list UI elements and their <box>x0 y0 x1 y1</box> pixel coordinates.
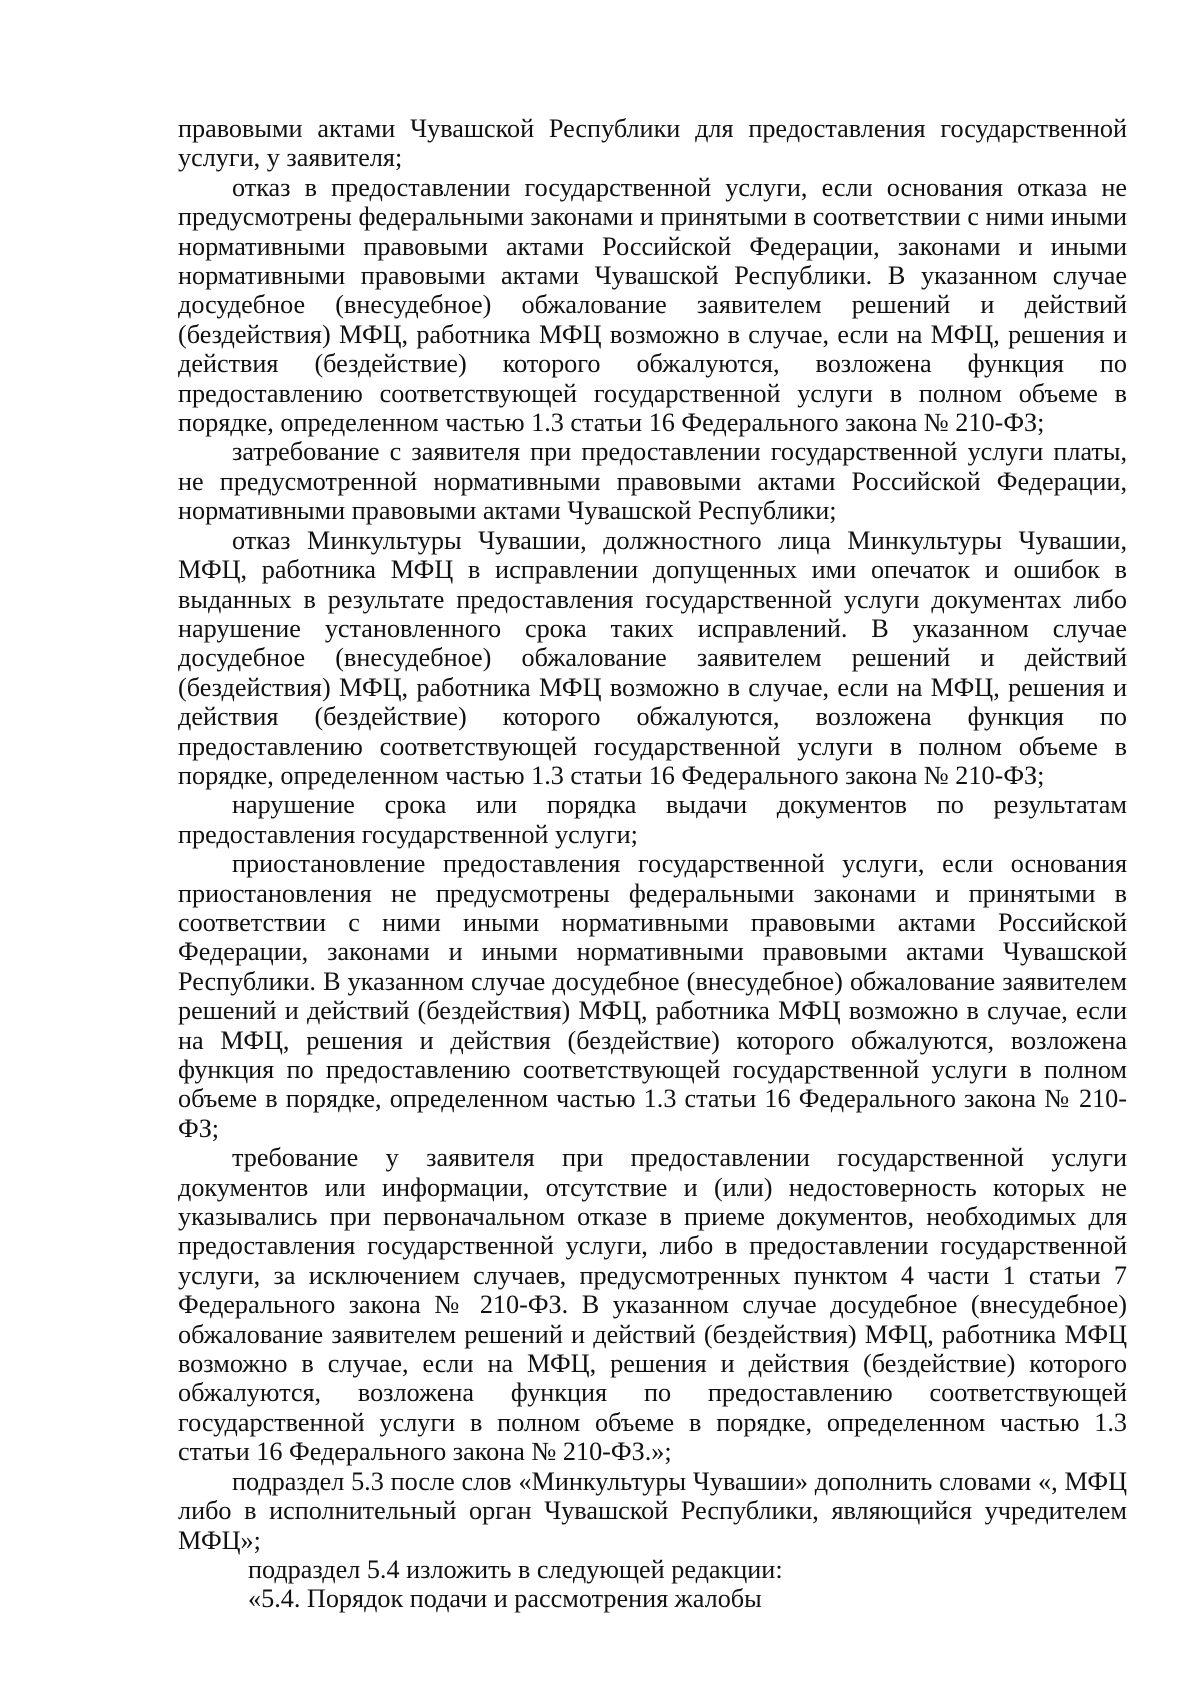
document-body <box>178 114 1127 1614</box>
paragraph-document-requirement: требование у заявителя при предоставлении государственной услуги документов или информации, отсутствие и (или) недостоверность которых не указывались при первоначальном отказе в приеме документов, необходимых для предоставления государственной услуги, либо в предоставлении государственной услуги, за исключением случаев, предусмотренных пунктом 4 части 1 статьи 7 Федерального закона № 210-ФЗ. В указанном случае досудебное (внесудебное) обжалование заявителем решений и действий (бездействия) МФЦ, работника МФЦ возможно в случае, если на МФЦ, решения и действия (бездействие) которого обжалуются, возложена функция по предоставлению соответствующей государственной услуги в полном объеме в порядке, определенном частью 1.3 статьи 16 Федерального закона № 210-ФЗ.»; <box>178 1143 1127 1467</box>
paragraph-correction-refusal: отказ Минкультуры Чувашии, должностного лица Минкультуры Чувашии, МФЦ, работника МФЦ в исправлении допущенных ими опечаток и ошибок в выданных в результате предоставления государственной услуги документах либо нарушение установленного срока таких исправлений. В указанном случае досудебное (внесудебное) обжалование заявителем решений и действий (бездействия) МФЦ, работника МФЦ возможно в случае, если на МФЦ, решения и действия (бездействие) которого обжалуются, возложена функция по предоставлению соответствующей государственной услуги в полном объеме в порядке, определенном частью 1.3 статьи 16 Федерального закона № 210-ФЗ; <box>178 525 1127 790</box>
paragraph-suspension: приостановление предоставления государственной услуги, если основания приостановления не предусмотрены федеральными законами и принятыми в соответствии с ними иными нормативными правовыми актами Российской Федерации, законами и иными нормативными правовыми актами Чувашской Республики. В указанном случае досудебное (внесудебное) обжалование заявителем решений и действий (бездействия) МФЦ, работника МФЦ возможно в случае, если на МФЦ, решения и действия (бездействие) которого обжалуются, возложена функция по предоставлению соответствующей государственной услуги в полном объеме в порядке, определенном частью 1.3 статьи 16 Федерального закона № 210-ФЗ; <box>178 849 1127 1143</box>
paragraph-continuation: правовыми актами Чувашской Республики для предоставления государственной услуги, у заявителя; <box>178 114 1127 173</box>
paragraph-refusal-service: отказ в предоставлении государственной услуги, если основания отказа не предусмотрены федеральными законами и принятыми в соответствии с ними иными нормативными правовыми актами Российской Федерации, законами и иными нормативными правовыми актами Чувашской Республики. В указанном случае досудебное (внесудебное) обжалование заявителем решений и действий (бездействия) МФЦ, работника МФЦ возможно в случае, если на МФЦ, решения и действия (бездействие) которого обжалуются, возложена функция по предоставлению соответствующей государственной услуги в полном объеме в порядке, определенном частью 1.3 статьи 16 Федерального закона № 210-ФЗ; <box>178 172 1127 438</box>
paragraph-fee-demand: затребование с заявителя при предоставлении государственной услуги платы, не предусмотренной нормативными правовыми актами Российской Федерации, нормативными правовыми актами Чувашской Республики; <box>178 437 1127 526</box>
paragraph-subsection-5-3: подраздел 5.3 после слов «Минкультуры Чувашии» дополнить словами «, МФЦ либо в исполнительный орган Чувашской Республики, являющийся учредителем МФЦ»; <box>178 1466 1127 1555</box>
paragraph-deadline-violation: нарушение срока или порядка выдачи документов по результатам предоставления государственной услуги; <box>178 790 1127 849</box>
section-heading-5-4: «5.4. Порядок подачи и рассмотрения жалобы <box>248 1584 762 1614</box>
paragraph-subsection-5-4: подраздел 5.4 изложить в следующей редакции: <box>248 1554 783 1584</box>
